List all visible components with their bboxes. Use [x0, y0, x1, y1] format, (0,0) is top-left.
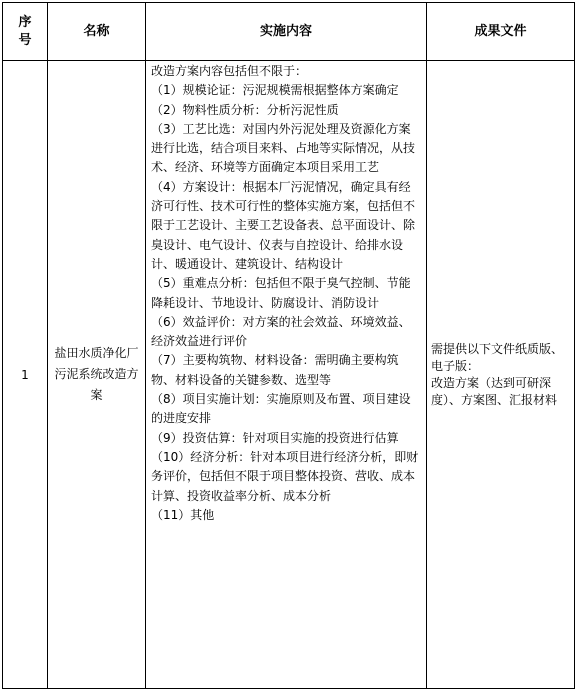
header-seq: [3, 3, 48, 61]
content-line-7: （7）主要构筑物、材料设备：需明确主要构筑物、材料设备的关键参数、选型等: [151, 353, 399, 387]
content-line-11: （11）其他: [151, 507, 215, 522]
row-content: [146, 61, 427, 689]
result-line-1: 需提供以下文件纸质版、电子版：: [431, 341, 564, 373]
plan-table: [2, 2, 575, 689]
header-name: 名称: [48, 3, 146, 61]
content-line-9: （9）投资估算：针对项目实施的投资进行估算: [151, 430, 399, 445]
content-line-8: （8）项目实施计划：实施原则及布置、项目建设的进度安排: [151, 392, 411, 426]
content-line-4: （4）方案设计：根据本厂污泥情况，确定具有经济可行性、技术可行性的整体实施方案，包括但不限于工艺设计、主要工艺设备表、总平面设计、除臭设计、电气设计、仪表与自控设计、给排水设计、暖通设计、建筑设计、结构设计: [151, 179, 416, 271]
row-name: 盐田水质净化厂污泥系统改造方案: [48, 61, 146, 689]
content-line-10: （10）经济分析：针对本项目进行经济分析，即财务评价，包括但不限于项目整体投资、营收、成本计算、投资收益率分析、成本分析: [151, 449, 419, 503]
header-result: 成果文件: [427, 3, 575, 61]
content-line-2: （2）物料性质分析：分析污泥性质: [151, 102, 339, 117]
header-content: 实施内容: [146, 3, 427, 61]
content-line-intro: 改造方案内容包括但不限于：: [151, 64, 308, 78]
header-seq-label: 序号: [18, 14, 32, 48]
content-line-6: （6）效益评价：对方案的社会效益、环境效益、经济效益进行评价: [151, 314, 411, 349]
content-line-5: （5）重难点分析：包括但不限于臭气控制、节能降耗设计、节地设计、防腐设计、消防设计: [151, 276, 411, 310]
document-table-page: [2, 2, 575, 690]
row-seq: 1: [3, 61, 48, 689]
row-result: [427, 61, 575, 689]
table-row: [3, 61, 575, 689]
content-line-3: （3）工艺比选：对国内外污泥处理及资源化方案进行比选，结合项目来料、占地等实际情况，从技术、经济、环境等方面确定本项目采用工艺: [151, 121, 416, 175]
table-header-row: [3, 3, 575, 61]
content-line-1: （1）规模论证：污泥规模需根据整体方案确定: [151, 83, 399, 98]
result-line-2: 改造方案（达到可研深度）、方案图、汇报材料: [431, 375, 558, 407]
